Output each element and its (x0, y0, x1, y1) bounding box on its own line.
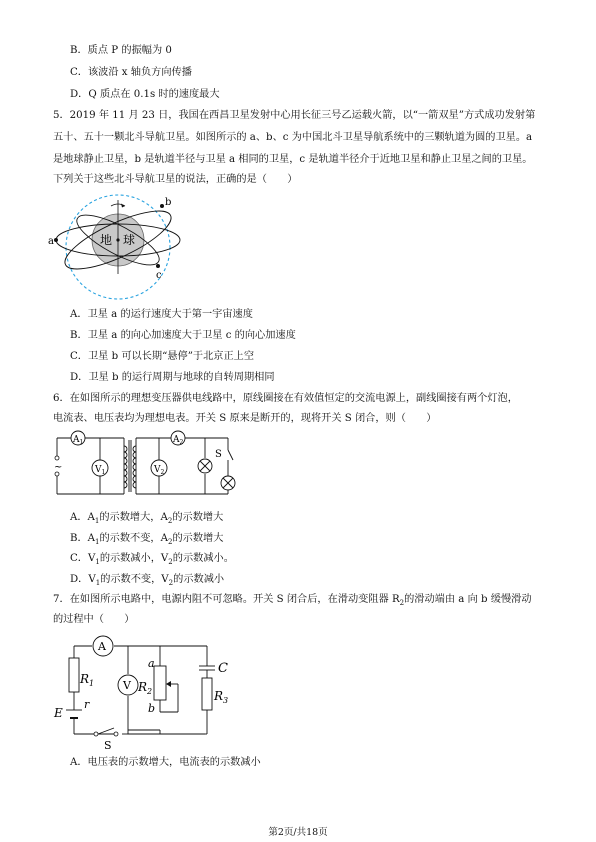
rheostat-circuit-figure (50, 632, 240, 752)
q5-option-b: B．卫星 a 的向心加速度大于卫星 c 的向心加速度 (70, 330, 296, 341)
svg-text:A1: $A_1$ (73, 435, 84, 446)
voltmeter-label: V (123, 679, 131, 692)
q5-stem-line4: 下列关于这些北斗导航卫星的说法，正确的是（ ） (53, 174, 298, 185)
switch-s-label: S (104, 739, 112, 752)
q5-option-c: C．卫星 b 可以长期“悬停”于北京正上空 (70, 351, 255, 362)
svg-text:V2: $V_2$ (154, 465, 165, 476)
label-b: b (165, 197, 172, 208)
satellite-c (156, 264, 160, 268)
q6-option-a: A．$A_1$的示数增大，$A_2$的示数增大 (70, 512, 224, 526)
internal-resistance-label: r (84, 698, 90, 711)
transformer-circuit-figure (50, 430, 250, 500)
svg-text:R1: $R_1$ (80, 672, 95, 688)
q6-option-c: C．$V_1$的示数减小，$V_2$的示数减小。 (70, 553, 234, 567)
satellite-orbit-figure (48, 192, 188, 302)
svg-text:R2: $R_2$ (138, 680, 153, 696)
resistor-r1 (69, 658, 79, 692)
q5-option-d: D．卫星 b 的运行周期与地球的自转周期相同 (70, 372, 275, 383)
satellite-b (160, 204, 164, 208)
earth-label-1: 地 (100, 233, 113, 247)
earth-label-2: 球 (123, 233, 136, 247)
svg-text:A2: $A_2$ (173, 435, 184, 446)
q6-option-d: D．$V_1$的示数不变，$V_2$的示数减小 (70, 574, 225, 588)
q4-option-d: D．Q 质点在 0.1s 时的速度最大 (70, 89, 220, 100)
q5-stem-line1: 5．2019 年 11 月 23 日，我国在西昌卫星发射中心用长征三号乙运载火箭，以“一箭双星”方式成功发射第 (53, 110, 536, 121)
rheostat-r2 (154, 666, 166, 700)
emf-label: E (54, 706, 63, 720)
satellite-a (54, 238, 58, 242)
switch-s-label: S (215, 449, 222, 460)
q4-option-b: B．质点 P 的振幅为 0 (70, 45, 172, 56)
q7-stem-line2: 的过程中（ ） (53, 614, 135, 625)
q7-option-a: A．电压表的示数增大，电流表的示数减小 (70, 757, 261, 768)
q5-stem-line3: 是地球静止卫星，b 是轨道半径与卫星 a 相同的卫星，c 是轨道半径介于近地卫星和静止卫星之间的卫星。 (53, 154, 533, 165)
q5-option-a: A．卫星 a 的运行速度大于第一宇宙速度 (70, 309, 253, 320)
q6-option-b: B．$A_1$的示数不变，$A_2$的示数增大 (70, 533, 224, 547)
svg-text:R3: $R_3$ (214, 689, 229, 705)
resistor-r3 (202, 678, 212, 710)
label-c: c (156, 270, 162, 281)
ammeter-label: A (98, 640, 106, 653)
q7-stem-line1: 7．在如图所示电路中，电源内阻不可忽略。开关 S 闭合后，在滑动变阻器 $R_2$的滑动端由 a 向 b 缓慢滑动 (53, 594, 532, 608)
terminal-a-label: a (148, 657, 155, 670)
capacitor-label: C (218, 661, 228, 676)
q4-option-c: C．该波沿 x 轴负方向传播 (70, 67, 192, 78)
label-a: a (48, 236, 54, 247)
terminal-b-label: b (148, 702, 156, 715)
svg-text:V1: $V_1$ (95, 465, 106, 476)
page-footer: 第2页/共18页 (268, 827, 328, 838)
ac-source-symbol: ~ (54, 462, 63, 473)
q6-stem-line1: 6．在如图所示的理想变压器供电线路中，原线圈接在有效值恒定的交流电源上，副线圈接有两个灯泡， (53, 393, 518, 404)
q5-stem-line2: 五十、五十一颗北斗导航卫星。如图所示的 a、b、c 为中国北斗卫星导航系统中的三颗轨道为圆的卫星。a (53, 132, 533, 143)
q6-stem-line2: 电流表、电压表均为理想电表。开关 S 原来是断开的，现将开关 S 闭合，则（ ） (53, 413, 437, 424)
